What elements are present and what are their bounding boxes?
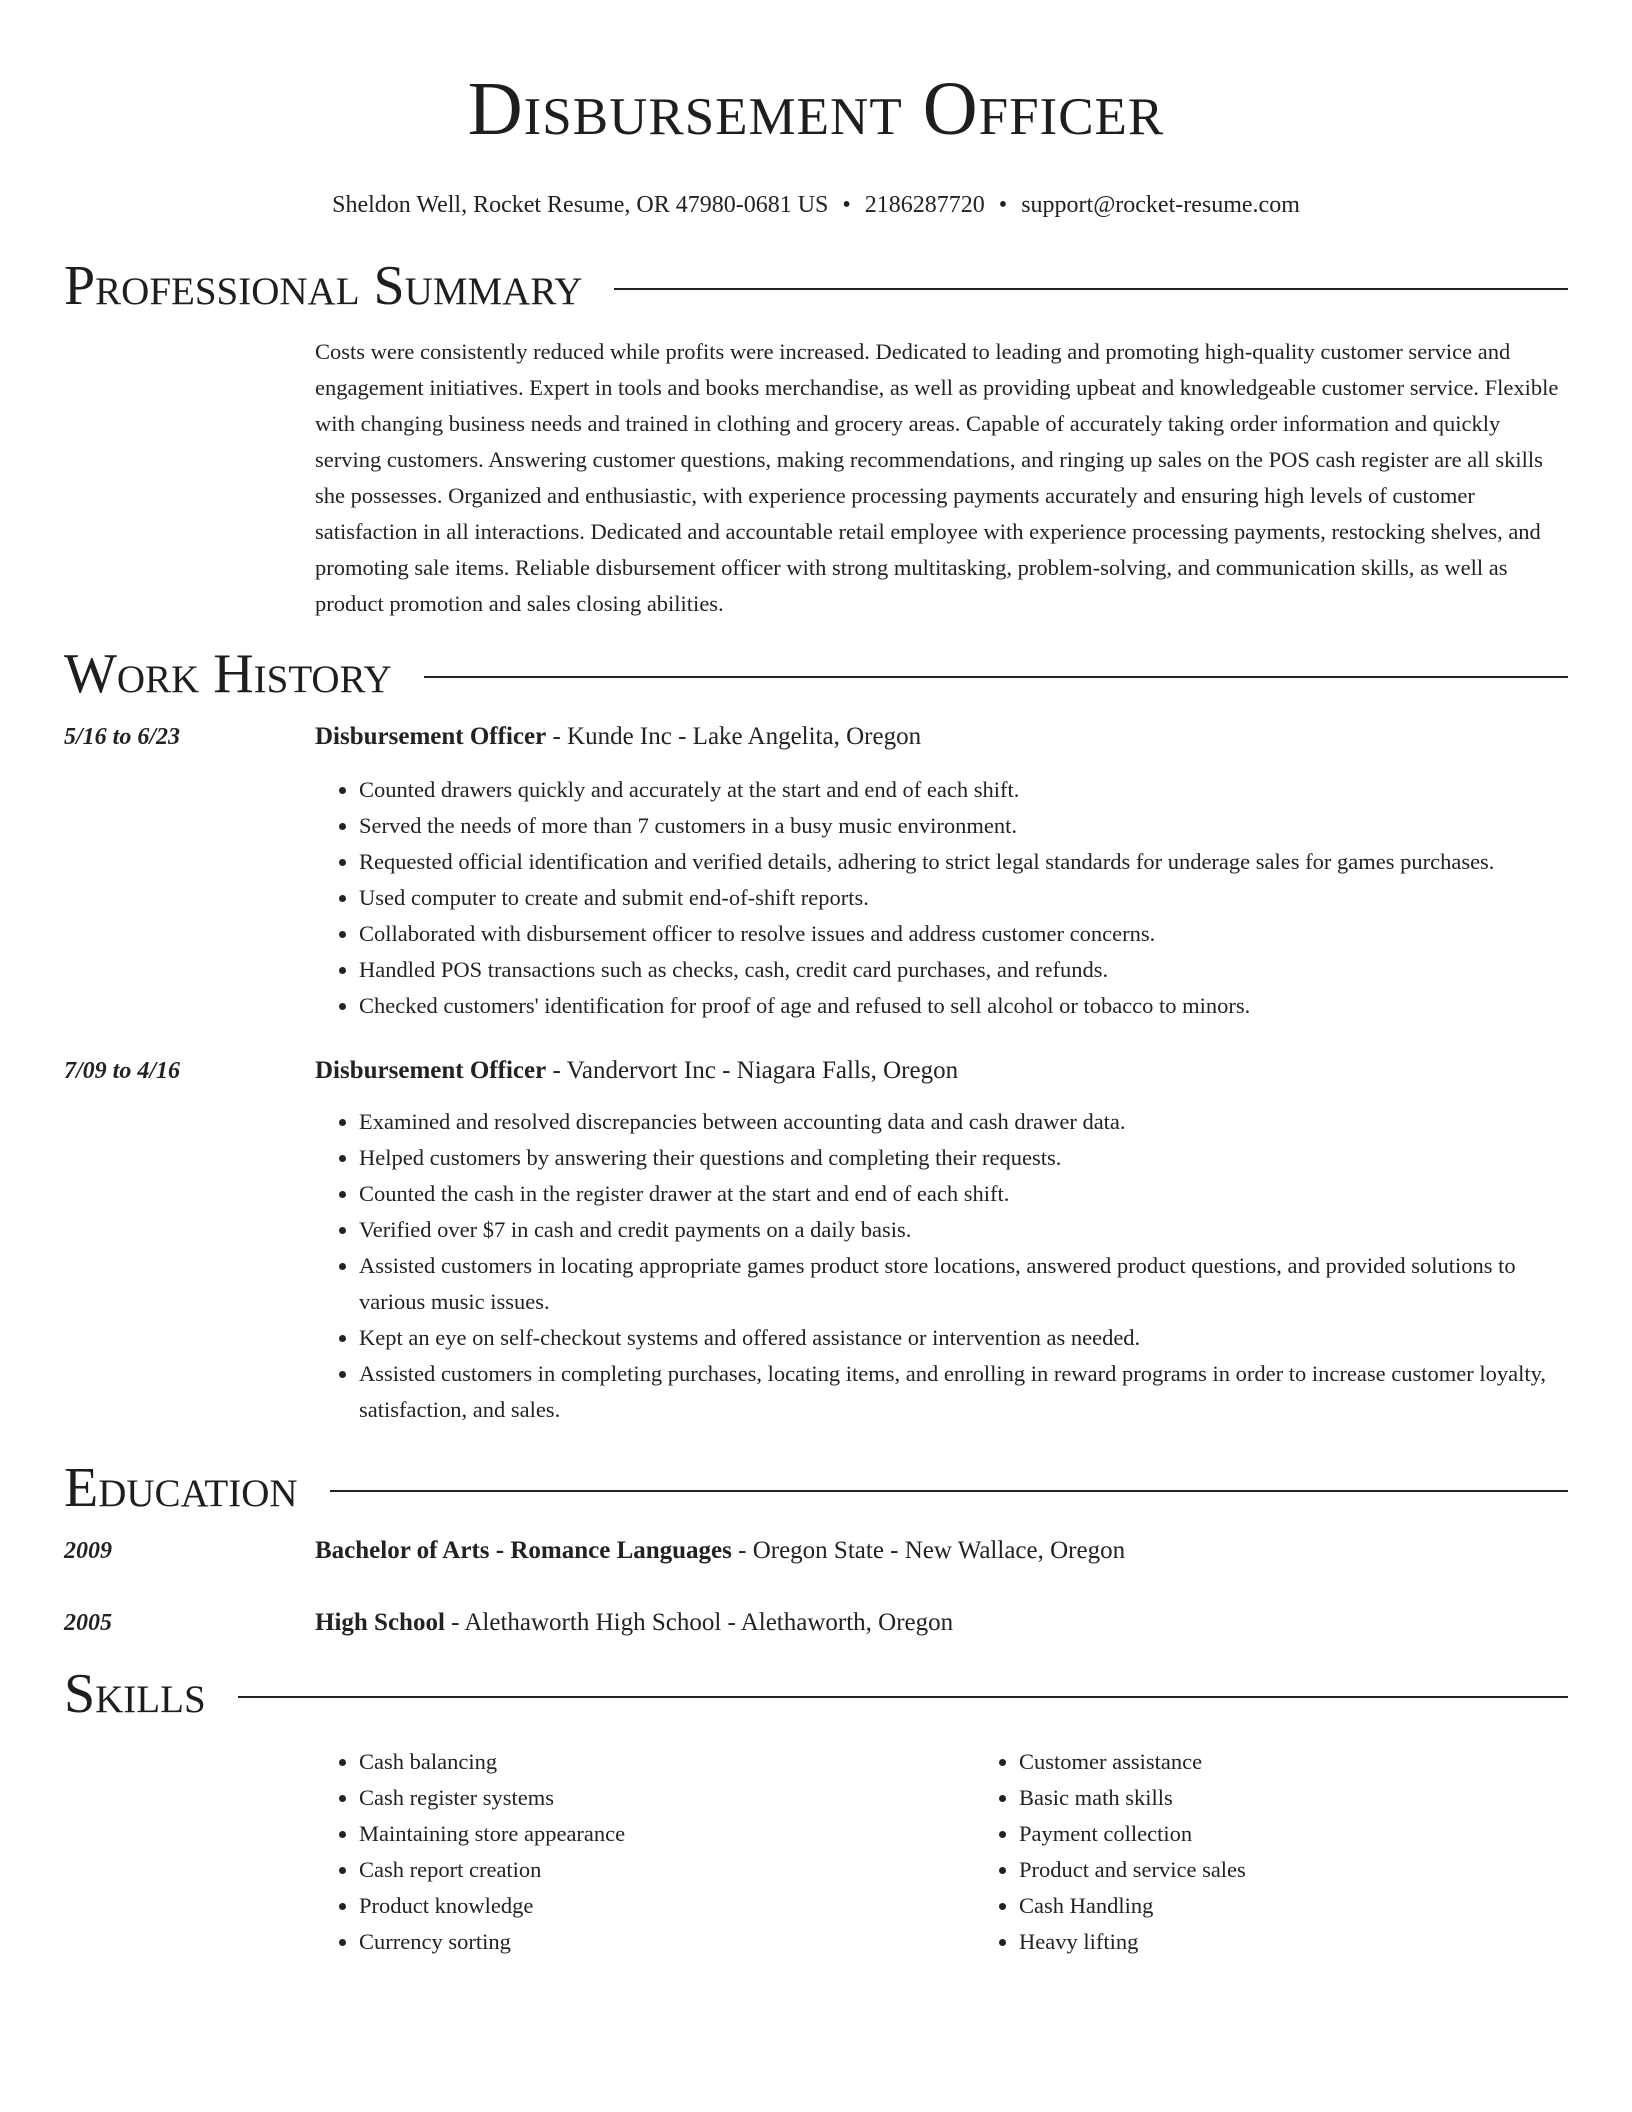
list-item: • Customer assistance bbox=[1019, 1744, 1632, 1780]
list-item: • Payment collection bbox=[1019, 1816, 1632, 1852]
list-item: • Basic math skills bbox=[1019, 1780, 1632, 1816]
skills-columns bbox=[315, 1744, 1568, 1960]
separator-dot: • bbox=[998, 192, 1008, 218]
list-item: • Maintaining store appearance bbox=[359, 1816, 975, 1852]
list-item: • Cash Handling bbox=[1019, 1888, 1632, 1924]
list-item: • Used computer to create and submit end-of-shift reports. bbox=[359, 880, 1494, 916]
section-header-work-history bbox=[64, 642, 1568, 706]
job-role: Disbursement Officer bbox=[315, 1057, 547, 1084]
list-item: • Assisted customers in completing purchases, locating items, and enrolling in reward programs in order to increase customer loyalty, satisfaction, and sales. bbox=[359, 1356, 1568, 1428]
education-entry bbox=[64, 1606, 1568, 1640]
separator-dot: • bbox=[842, 192, 851, 218]
contact-phone: 2186287720 bbox=[864, 192, 985, 218]
list-item: • Examined and resolved discrepancies between accounting data and cash drawer data. bbox=[359, 1104, 1568, 1140]
list-item: • Cash balancing bbox=[359, 1744, 975, 1780]
job-entry bbox=[64, 1054, 1568, 1428]
job-heading bbox=[315, 1054, 1568, 1088]
job-body bbox=[315, 720, 1494, 1024]
list-item: • Cash register systems bbox=[359, 1780, 975, 1816]
education-degree: Bachelor of Arts - Romance Languages bbox=[315, 1537, 732, 1564]
job-role: Disbursement Officer bbox=[315, 723, 547, 750]
contact-address: Sheldon Well, Rocket Resume, OR 47980-0681 US bbox=[332, 192, 829, 218]
list-item: • Product knowledge bbox=[359, 1888, 975, 1924]
job-duties-list bbox=[315, 772, 1494, 1024]
job-company-location: - Kunde Inc - Lake Angelita, Oregon bbox=[546, 723, 922, 750]
list-item: • Heavy lifting bbox=[1019, 1924, 1632, 1960]
skills-list-right bbox=[975, 1744, 1632, 1960]
job-dates: 5/16 to 6/23 bbox=[64, 724, 181, 750]
education-degree: High School bbox=[315, 1609, 445, 1636]
list-item: • Requested official identification and verified details, adhering to strict legal standards for underage sales for games purchases. bbox=[359, 844, 1494, 880]
job-dates: 7/09 to 4/16 bbox=[64, 1058, 181, 1084]
summary-text: Costs were consistently reduced while profits were increased. Dedicated to leading and promoting high-quality customer service and engagement initiatives. Expert in tools and books merchandise, as well as providing upbeat and knowledgeable customer service. Flexible with changing business needs and trained in clothing and grocery areas. Capable of accurately taking order information and quickly serving customers. Answering customer questions, making recommendations, and ringing up sales on the POS cash register are all skills she possesses. Organized and enthusiastic, with experience processing payments accurately and ensuring high levels of customer satisfaction in all interactions. Dedicated and accountable retail employee with experience processing payments, restocking shelves, and promoting sale items. Reliable disbursement officer with strong multitasking, problem-solving, and communication skills, as well as product promotion and sales closing abilities. bbox=[315, 339, 1559, 616]
contact-email: support@rocket-resume.com bbox=[1021, 192, 1300, 218]
skills-list-left bbox=[315, 1744, 975, 1960]
section-divider bbox=[330, 1490, 1568, 1492]
job-company-location: - Vandervort Inc - Niagara Falls, Oregon bbox=[546, 1057, 959, 1084]
section-divider bbox=[424, 676, 1568, 678]
section-header-education bbox=[64, 1456, 1568, 1520]
job-body bbox=[315, 1054, 1568, 1428]
education-heading bbox=[315, 1534, 1125, 1568]
contact-line bbox=[64, 190, 1568, 220]
job-entry bbox=[64, 720, 1568, 1024]
list-item: • Kept an eye on self-checkout systems and offered assistance or intervention as needed. bbox=[359, 1320, 1568, 1356]
list-item: • Counted drawers quickly and accurately at the start and end of each shift. bbox=[359, 772, 1494, 808]
education-school-location: - Alethaworth High School - Alethaworth, Oregon bbox=[444, 1609, 954, 1636]
section-header-skills bbox=[64, 1662, 1568, 1726]
job-heading bbox=[315, 720, 1494, 754]
list-item: • Helped customers by answering their questions and completing their requests. bbox=[359, 1140, 1568, 1176]
education-year: 2009 bbox=[64, 1538, 112, 1564]
section-title-summary: Professional Summary bbox=[64, 255, 583, 317]
education-heading bbox=[315, 1606, 953, 1640]
resume-page bbox=[64, 0, 1568, 1960]
list-item: • Handled POS transactions such as checks, cash, credit card purchases, and refunds. bbox=[359, 952, 1494, 988]
list-item: • Assisted customers in locating appropriate games product store locations, answered product questions, and provided solutions to various music issues. bbox=[359, 1248, 1568, 1320]
list-item: • Currency sorting bbox=[359, 1924, 975, 1960]
education-year: 2005 bbox=[64, 1610, 112, 1636]
education-entry bbox=[64, 1534, 1568, 1568]
list-item: • Verified over $7 in cash and credit payments on a daily basis. bbox=[359, 1212, 1568, 1248]
list-item: • Served the needs of more than 7 customers in a busy music environment. bbox=[359, 808, 1494, 844]
list-item: • Checked customers' identification for proof of age and refused to sell alcohol or tobacco to minors. bbox=[359, 988, 1494, 1024]
job-duties-list bbox=[315, 1104, 1568, 1428]
resume-title: Disbursement Officer bbox=[467, 67, 1165, 151]
section-divider bbox=[238, 1696, 1568, 1698]
section-title-education: Education bbox=[64, 1457, 298, 1519]
list-item: • Counted the cash in the register drawer at the start and end of each shift. bbox=[359, 1176, 1568, 1212]
section-header-summary bbox=[64, 254, 1568, 318]
list-item: • Product and service sales bbox=[1019, 1852, 1632, 1888]
education-school-location: - Oregon State - New Wallace, Oregon bbox=[731, 1537, 1126, 1564]
section-divider bbox=[614, 288, 1568, 290]
section-title-work-history: Work History bbox=[64, 643, 392, 705]
list-item: • Cash report creation bbox=[359, 1852, 975, 1888]
list-item: • Collaborated with disbursement officer to resolve issues and address customer concerns. bbox=[359, 916, 1494, 952]
section-title-skills: Skills bbox=[64, 1663, 206, 1725]
